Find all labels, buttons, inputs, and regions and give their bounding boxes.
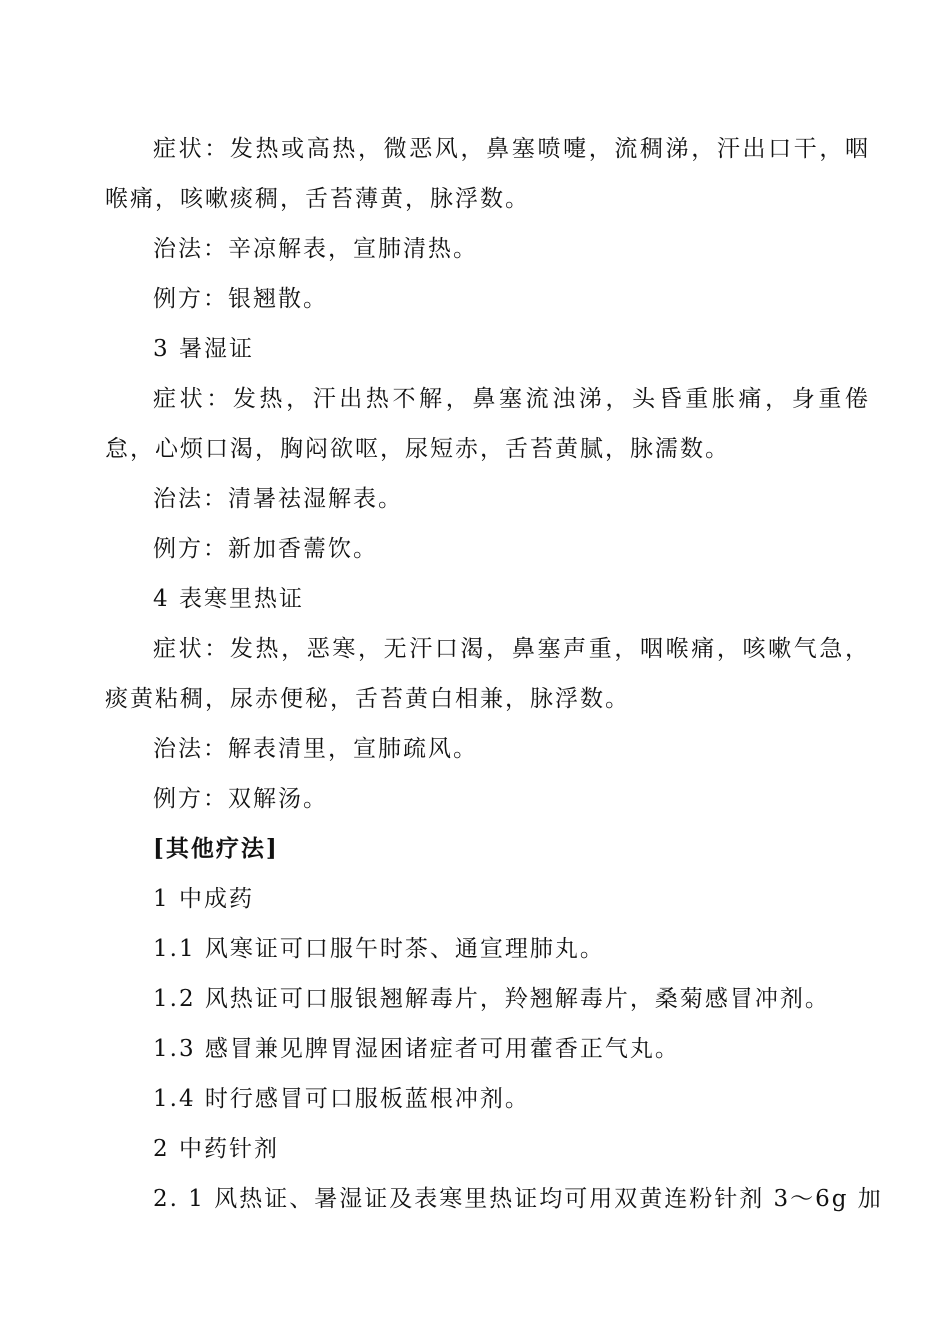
prescription-summer-damp: 例方：新加香薷饮。	[153, 536, 378, 562]
item-1-2: 1.2 风热证可口服银翘解毒片，羚翘解毒片，桑菊感冒冲剂。	[153, 986, 830, 1012]
prescription-exterior-cold-interior-heat: 例方：双解汤。	[153, 786, 328, 812]
document-page	[105, 124, 883, 1224]
symptoms-paragraph-summer-damp: 症状：发热，汗出热不解，鼻塞流浊涕，头昏重胀痛，身重倦怠，心烦口渴，胸闷欲呕，尿短赤，舌苔黄腻，脉濡数。	[105, 386, 870, 462]
treatment-summer-damp: 治法：清暑祛湿解表。	[153, 486, 403, 512]
section-heading-summer-damp: 3 暑湿证	[153, 336, 254, 362]
section-heading-injection: 2 中药针剂	[153, 1136, 279, 1162]
section-heading-exterior-cold-interior-heat: 4 表寒里热证	[153, 586, 304, 612]
treatment-exterior-cold-interior-heat: 治法：解表清里，宣肺疏风。	[153, 736, 478, 762]
item-1-3: 1.3 感冒兼见脾胃湿困诸症者可用藿香正气丸。	[153, 1036, 680, 1062]
item-2-1: 2. 1 风热证、暑湿证及表寒里热证均可用双黄连粉针剂 3～6g 加	[153, 1186, 883, 1212]
item-1-1: 1.1 风寒证可口服午时茶、通宣理肺丸。	[153, 936, 605, 962]
section-heading-patent-medicine: 1 中成药	[153, 886, 254, 912]
symptoms-paragraph-wind-heat: 症状：发热或高热，微恶风，鼻塞喷嚏，流稠涕，汗出口干，咽喉痛，咳嗽痰稠，舌苔薄黄，脉浮数。	[105, 136, 870, 212]
other-therapies-heading: [其他疗法]	[153, 835, 279, 862]
symptoms-paragraph-exterior-cold-interior-heat: 症状：发热，恶寒，无汗口渴，鼻塞声重，咽喉痛，咳嗽气急，痰黄粘稠，尿赤便秘，舌苔黄白相兼，脉浮数。	[105, 636, 870, 712]
item-1-4: 1.4 时行感冒可口服板蓝根冲剂。	[153, 1086, 530, 1112]
treatment-wind-heat: 治法：辛凉解表，宣肺清热。	[153, 236, 478, 262]
prescription-wind-heat: 例方：银翘散。	[153, 286, 328, 312]
